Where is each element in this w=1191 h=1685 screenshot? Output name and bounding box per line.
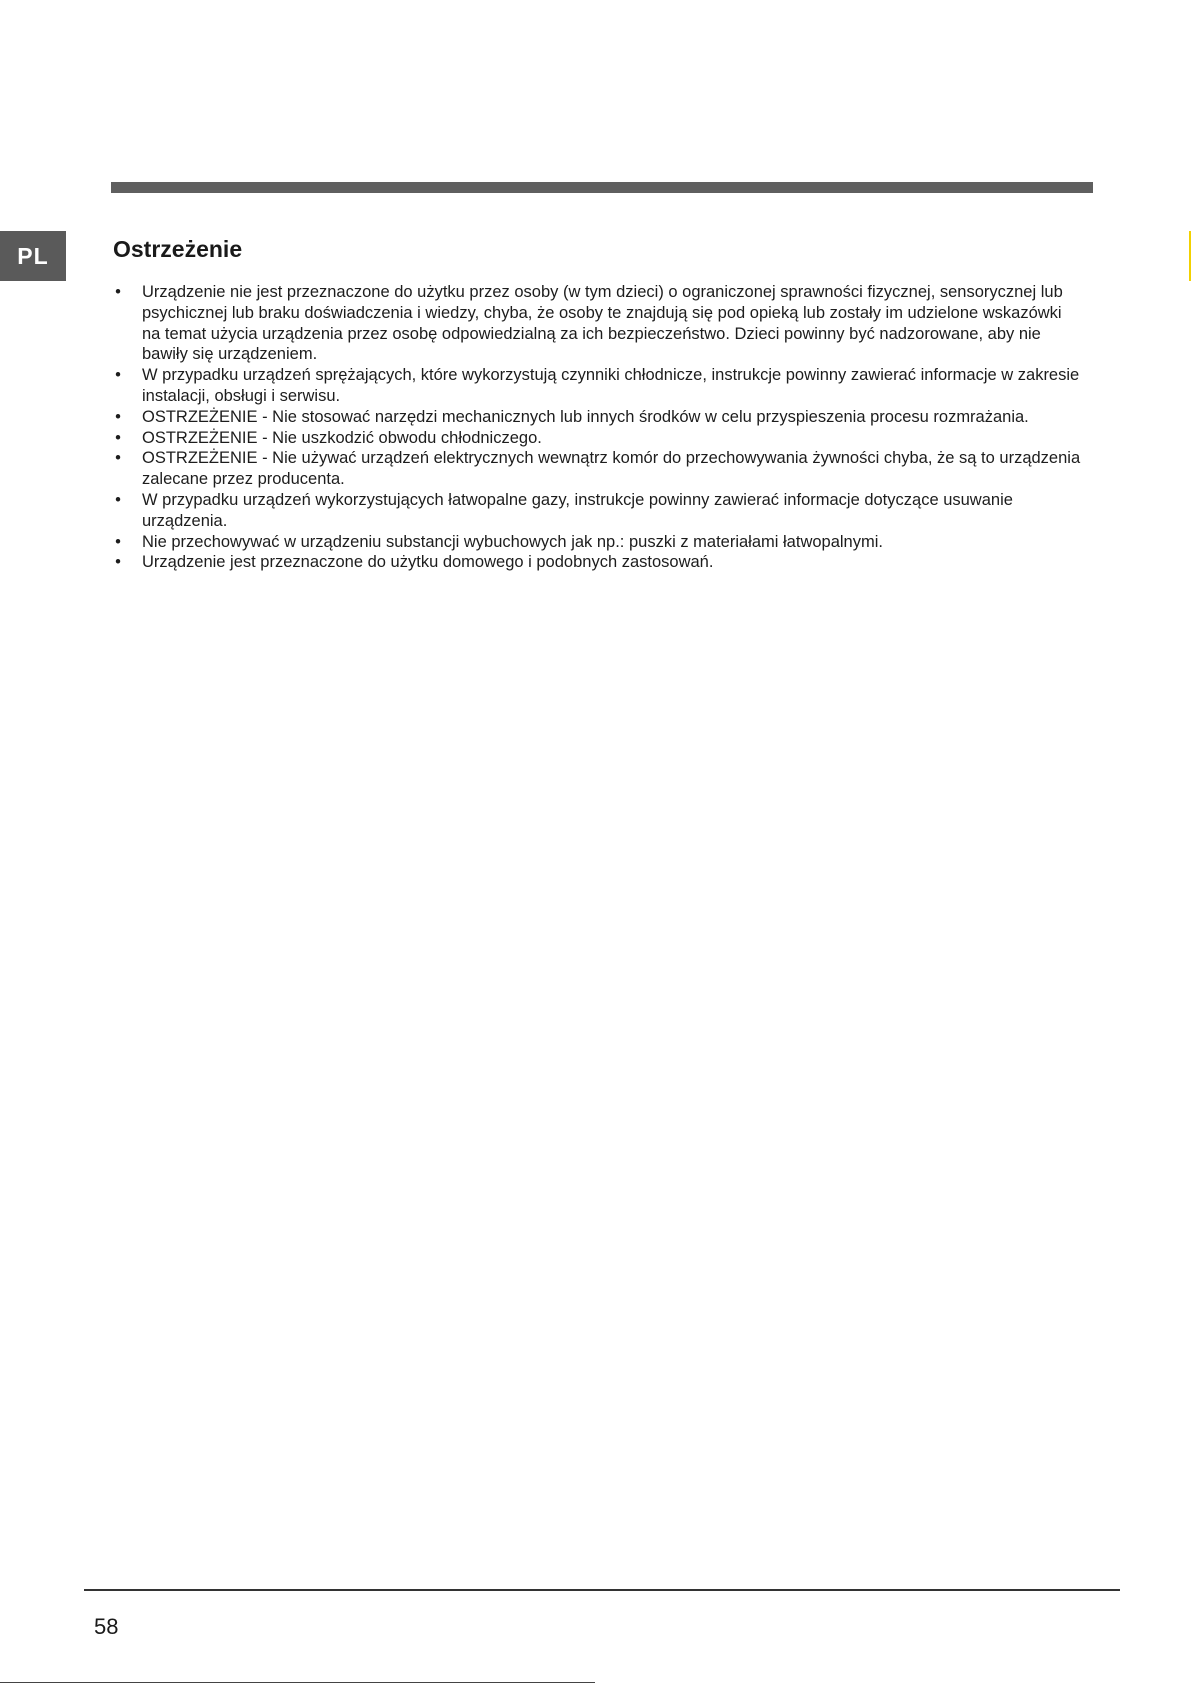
list-item-text: Urządzenie nie jest przeznaczone do użytku przez osoby (w tym dzieci) o ograniczonej sprawności fizycznej, sensorycznej lub psychicznej lub braku doświadczenia i wiedzy, chyba, że osoby te znajdują się pod opieką lub zostały im udzielone wskazówki na temat użycia urządzenia przez osobę odpowiedzialną za ich bezpieczeństwo. Dzieci powinny być nadzorowane, aby nie bawiły się urządzeniem. (142, 283, 1063, 364)
bullet-icon: • (115, 283, 121, 301)
footer-divider (84, 1589, 1120, 1591)
bullet-icon: • (115, 449, 121, 468)
list-item-text: W przypadku urządzeń wykorzystujących łatwopalne gazy, instrukcje powinny zawierać informacje dotyczące usuwanie urządzenia. (142, 490, 1013, 530)
list-item (113, 532, 1083, 553)
list-item (113, 448, 1083, 490)
list-item-text: W przypadku urządzeń sprężających, które wykorzystują czynniki chłodnicze, instrukcje powinny zawierać informacje w zakresie instalacji, obsługi i serwisu. (142, 366, 1080, 405)
list-item (113, 552, 1083, 573)
list-item (113, 282, 1083, 365)
language-tab (0, 231, 66, 281)
section-heading: Ostrzeżenie (113, 236, 243, 262)
list-item-text: Nie przechowywać w urządzeniu substancji wybuchowych jak np.: puszki z materiałami łatwopalnymi. (142, 532, 883, 551)
language-code: PL (17, 242, 49, 269)
list-item (113, 490, 1083, 532)
page-bottom-rule (0, 1682, 595, 1683)
list-item-text: OSTRZEŻENIE - Nie stosować narzędzi mechanicznych lub innych środków w celu przyspieszenia procesu rozmrażania. (142, 407, 1029, 426)
page-number: 58 (94, 1614, 119, 1639)
list-item (113, 428, 1083, 449)
bullet-icon: • (115, 366, 121, 385)
list-item (113, 407, 1083, 428)
bullet-icon: • (115, 553, 121, 572)
bullet-icon: • (115, 490, 121, 509)
header-divider-bar (111, 182, 1093, 193)
list-item-text: OSTRZEŻENIE - Nie używać urządzeń elektrycznych wewnątrz komór do przechowywania żywności chyba, że są to urządzenia zalecane przez producenta. (142, 449, 1081, 489)
bullet-icon: • (115, 407, 121, 426)
list-item-text: Urządzenie jest przeznaczone do użytku domowego i podobnych zastosowań. (142, 553, 714, 572)
list-item (113, 365, 1083, 407)
list-item-text: OSTRZEŻENIE - Nie uszkodzić obwodu chłodniczego. (142, 428, 542, 447)
warning-list (113, 282, 1083, 573)
bullet-icon: • (115, 428, 121, 447)
bullet-icon: • (115, 532, 121, 551)
